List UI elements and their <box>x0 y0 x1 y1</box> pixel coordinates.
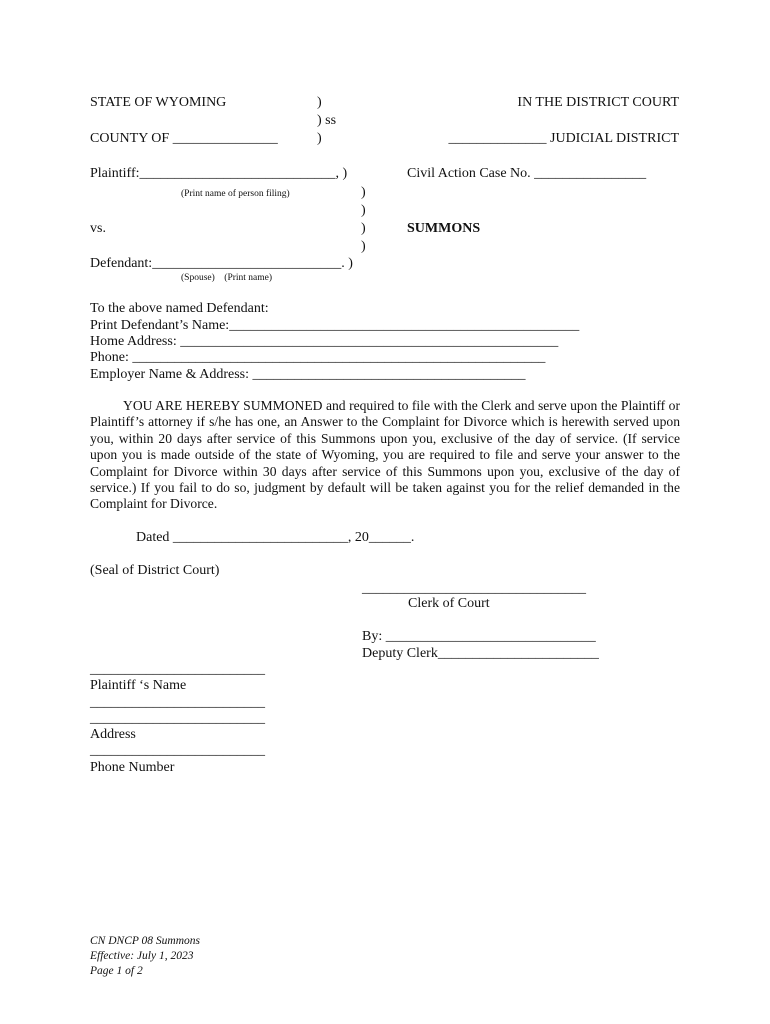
court-seal-label: (Seal of District Court) <box>90 563 220 578</box>
home-address-field: Home Address: ______________________________________________________ <box>90 334 559 349</box>
plaintiff-name-label: Plaintiff ‘s Name <box>90 678 187 693</box>
county-caption: COUNTY OF _______________ <box>90 131 278 146</box>
parties-bracket-2: ) <box>361 203 366 218</box>
employer-field: Employer Name & Address: _______________________________________ <box>90 367 526 382</box>
caption-bracket-top: ) <box>317 95 322 110</box>
dated-line: Dated _________________________, 20______. <box>136 530 415 545</box>
page-footer <box>90 934 200 979</box>
clerk-of-court-label: Clerk of Court <box>408 596 490 611</box>
plaintiff-hint: (Print name of person filing) <box>181 189 290 199</box>
phone-field: Phone: ___________________________________________________________ <box>90 350 546 365</box>
plaintiff-phone-label: Phone Number <box>90 760 175 775</box>
parties-bracket-4: ) <box>361 239 366 254</box>
page-number: Page 1 of 2 <box>90 965 143 977</box>
caption-bracket-county: ) <box>317 131 322 146</box>
caption-ss: ) ss <box>317 113 337 128</box>
summons-body-paragraph: YOU ARE HEREBY SUMMONED and required to file with the Clerk and serve upon the Plaintiff or Plaintiff’s attorney if s/he has one, an Answer to the Complaint for Divorce which is herewith served upon you, within 20 days after service of this Summons upon you, exclusive of the day of service. (If service upon you is made outside of the state of Wyoming, you are required to file and serve your answer to the Complaint for Divorce within 30 days after service of this Summons upon you, exclusive of the day of service.) If you fail to do so, judgment by default will be taken against you for the relief demanded in the Complaint for Divorce. <box>90 398 680 512</box>
defendant-name-field <box>90 318 579 334</box>
plaintiff-line: Plaintiff:____________________________, ) <box>90 166 348 181</box>
effective-date: Effective: July 1, 2023 <box>90 950 194 962</box>
defendant-hint: (Spouse) (Print name) <box>181 273 273 283</box>
form-id: CN DNCP 08 Summons <box>90 935 201 947</box>
defendant-intro: To the above named Defendant: <box>90 301 269 316</box>
defendant-name-label: Print Defendant’s Name: <box>90 318 230 333</box>
judicial-district-caption: ______________ JUDICIAL DISTRICT <box>448 131 679 146</box>
plaintiff-address-blank-2: _________________________ <box>90 711 265 726</box>
court-caption: IN THE DISTRICT COURT <box>517 95 679 110</box>
deputy-clerk-line: Deputy Clerk_______________________ <box>362 646 599 661</box>
parties-bracket-3: ) <box>361 221 366 236</box>
clerk-by-line: By: ______________________________ <box>362 629 596 644</box>
document-title: SUMMONS <box>407 221 481 236</box>
parties-bracket-1: ) <box>361 185 366 200</box>
defendant-line: Defendant:___________________________. ) <box>90 256 353 271</box>
plaintiff-address-label: Address <box>90 727 136 742</box>
plaintiff-name-blank: _________________________ <box>90 662 265 677</box>
defendant-name-blank: __________________________________________________ <box>229 318 580 333</box>
plaintiff-address-blank-1: _________________________ <box>90 695 265 710</box>
state-caption: STATE OF WYOMING <box>90 95 227 110</box>
versus-label: vs. <box>90 221 106 236</box>
case-number-line: Civil Action Case No. ________________ <box>407 166 647 181</box>
plaintiff-phone-blank: _________________________ <box>90 743 265 758</box>
clerk-signature-line: ________________________________ <box>362 581 586 596</box>
